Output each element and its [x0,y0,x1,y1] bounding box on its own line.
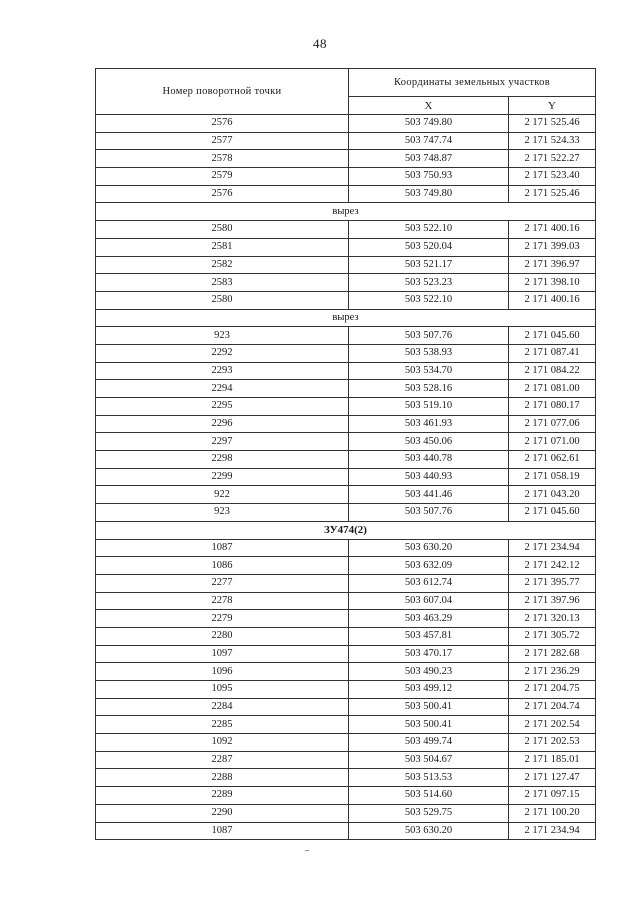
table-row [96,185,596,203]
table-row [96,238,596,256]
y-coordinate-cell: 2 171 234.94 [509,539,596,557]
point-number-cell: 2287 [96,751,349,769]
y-coordinate-cell: 2 171 242.12 [509,557,596,575]
point-number-cell: 2277 [96,574,349,592]
point-number-cell: 1092 [96,734,349,752]
y-coordinate-cell: 2 171 043.20 [509,486,596,504]
point-number-cell: 2292 [96,344,349,362]
table-row [96,486,596,504]
point-number-cell: 1095 [96,681,349,699]
point-number-cell: 2290 [96,804,349,822]
point-number-cell: 1087 [96,822,349,840]
y-coordinate-cell: 2 171 282.68 [509,645,596,663]
y-coordinate-cell: 2 171 396.97 [509,256,596,274]
point-number-cell: 2294 [96,380,349,398]
coordinates-table [95,68,596,840]
table-row [96,115,596,133]
table-row [96,627,596,645]
table-row [96,380,596,398]
x-coordinate-cell: 503 514.60 [349,787,509,805]
table-body [96,115,596,840]
y-coordinate-cell: 2 171 395.77 [509,574,596,592]
x-coordinate-cell: 503 440.93 [349,468,509,486]
x-coordinate-cell: 503 747.74 [349,132,509,150]
table-row [96,433,596,451]
x-coordinate-cell: 503 630.20 [349,539,509,557]
point-number-cell: 2285 [96,716,349,734]
point-number-cell: 2297 [96,433,349,451]
section-label: ЗУ474(2) [96,521,596,539]
y-coordinate-cell: 2 171 525.46 [509,115,596,133]
point-number-cell: 2576 [96,185,349,203]
point-number-cell: 1097 [96,645,349,663]
y-coordinate-cell: 2 171 400.16 [509,221,596,239]
table-row [96,256,596,274]
y-coordinate-cell: 2 171 524.33 [509,132,596,150]
y-coordinate-cell: 2 171 204.75 [509,681,596,699]
table-row [96,362,596,380]
x-coordinate-cell: 503 461.93 [349,415,509,433]
x-coordinate-cell: 503 499.74 [349,734,509,752]
table-row [96,539,596,557]
point-number-cell: 2279 [96,610,349,628]
table-row [96,344,596,362]
x-coordinate-cell: 503 441.46 [349,486,509,504]
x-coordinate-cell: 503 522.10 [349,221,509,239]
x-coordinate-cell: 503 507.76 [349,327,509,345]
point-number-cell: 2293 [96,362,349,380]
section-label: вырез [96,203,596,221]
x-coordinate-cell: 503 521.17 [349,256,509,274]
point-number-cell: 923 [96,327,349,345]
x-coordinate-cell: 503 612.74 [349,574,509,592]
table-row [96,822,596,840]
point-number-cell: 2288 [96,769,349,787]
table-row [96,150,596,168]
y-coordinate-cell: 2 171 522.27 [509,150,596,168]
y-axis-header: Y [509,97,596,115]
y-coordinate-cell: 2 171 087.41 [509,344,596,362]
table-row [96,398,596,416]
table-row [96,663,596,681]
y-coordinate-cell: 2 171 523.40 [509,168,596,186]
section-row [96,309,596,327]
table-row [96,468,596,486]
point-number-cell: 2580 [96,291,349,309]
point-number-cell: 2280 [96,627,349,645]
table-row [96,787,596,805]
y-coordinate-cell: 2 171 320.13 [509,610,596,628]
x-coordinate-cell: 503 513.53 [349,769,509,787]
y-coordinate-cell: 2 171 185.01 [509,751,596,769]
table-row [96,681,596,699]
page-number: 48 [313,36,327,51]
point-number-cell: 2289 [96,787,349,805]
table-row [96,592,596,610]
x-axis-header: X [349,97,509,115]
y-coordinate-cell: 2 171 058.19 [509,468,596,486]
table-row [96,291,596,309]
x-coordinate-cell: 503 457.81 [349,627,509,645]
x-coordinate-cell: 503 748.87 [349,150,509,168]
y-coordinate-cell: 2 171 084.22 [509,362,596,380]
point-number-cell: 2583 [96,274,349,292]
y-coordinate-cell: 2 171 204.74 [509,698,596,716]
point-number-cell: 2296 [96,415,349,433]
x-coordinate-cell: 503 450.06 [349,433,509,451]
table-row [96,769,596,787]
table-row [96,574,596,592]
x-coordinate-cell: 503 630.20 [349,822,509,840]
table-row [96,451,596,469]
x-coordinate-cell: 503 750.93 [349,168,509,186]
y-coordinate-cell: 2 171 077.06 [509,415,596,433]
section-row [96,521,596,539]
y-coordinate-cell: 2 171 397.96 [509,592,596,610]
table-row [96,751,596,769]
point-number-cell: 2581 [96,238,349,256]
point-number-cell: 2576 [96,115,349,133]
table-row [96,645,596,663]
y-coordinate-cell: 2 171 305.72 [509,627,596,645]
point-number-cell: 2579 [96,168,349,186]
x-coordinate-cell: 503 440.78 [349,451,509,469]
x-coordinate-cell: 503 470.17 [349,645,509,663]
x-coordinate-cell: 503 523.23 [349,274,509,292]
point-number-cell: 1087 [96,539,349,557]
table-row [96,557,596,575]
point-number-cell: 2577 [96,132,349,150]
point-number-cell: 2295 [96,398,349,416]
x-coordinate-cell: 503 534.70 [349,362,509,380]
table-row [96,734,596,752]
y-coordinate-cell: 2 171 097.15 [509,787,596,805]
point-number-cell: 2582 [96,256,349,274]
table-row [96,610,596,628]
table-row [96,804,596,822]
y-coordinate-cell: 2 171 080.17 [509,398,596,416]
y-coordinate-cell: 2 171 100.20 [509,804,596,822]
x-coordinate-cell: 503 500.41 [349,698,509,716]
y-coordinate-cell: 2 171 071.00 [509,433,596,451]
point-number-cell: 2284 [96,698,349,716]
y-coordinate-cell: 2 171 045.60 [509,327,596,345]
table-row [96,504,596,522]
point-number-cell: 2580 [96,221,349,239]
point-number-cell: 922 [96,486,349,504]
x-coordinate-cell: 503 504.67 [349,751,509,769]
y-coordinate-cell: 2 171 045.60 [509,504,596,522]
y-coordinate-cell: 2 171 525.46 [509,185,596,203]
x-coordinate-cell: 503 632.09 [349,557,509,575]
table-row [96,415,596,433]
scan-mark [305,850,309,851]
table-row [96,221,596,239]
x-coordinate-cell: 503 500.41 [349,716,509,734]
point-number-cell: 2278 [96,592,349,610]
point-number-cell: 2578 [96,150,349,168]
point-number-cell: 923 [96,504,349,522]
table-row [96,716,596,734]
y-coordinate-cell: 2 171 234.94 [509,822,596,840]
x-coordinate-cell: 503 538.93 [349,344,509,362]
x-coordinate-cell: 503 463.29 [349,610,509,628]
y-coordinate-cell: 2 171 062.61 [509,451,596,469]
x-coordinate-cell: 503 499.12 [349,681,509,699]
y-coordinate-cell: 2 171 202.53 [509,734,596,752]
section-label: вырез [96,309,596,327]
x-coordinate-cell: 503 520.04 [349,238,509,256]
table-row [96,132,596,150]
point-number-cell: 2299 [96,468,349,486]
x-coordinate-cell: 503 607.04 [349,592,509,610]
x-coordinate-cell: 503 507.76 [349,504,509,522]
x-coordinate-cell: 503 528.16 [349,380,509,398]
y-coordinate-cell: 2 171 399.03 [509,238,596,256]
y-coordinate-cell: 2 171 398.10 [509,274,596,292]
x-coordinate-cell: 503 519.10 [349,398,509,416]
y-coordinate-cell: 2 171 127.47 [509,769,596,787]
point-number-cell: 1096 [96,663,349,681]
point-number-cell: 1086 [96,557,349,575]
table-row [96,274,596,292]
y-coordinate-cell: 2 171 236.29 [509,663,596,681]
point-number-cell: 2298 [96,451,349,469]
x-coordinate-cell: 503 749.80 [349,185,509,203]
x-coordinate-cell: 503 749.80 [349,115,509,133]
land-coordinates-header: Координаты земельных участков [349,69,596,97]
x-coordinate-cell: 503 522.10 [349,291,509,309]
y-coordinate-cell: 2 171 202.54 [509,716,596,734]
table-row [96,327,596,345]
section-row [96,203,596,221]
turning-point-number-header: Номер поворотной точки [96,69,349,115]
y-coordinate-cell: 2 171 400.16 [509,291,596,309]
x-coordinate-cell: 503 490.23 [349,663,509,681]
x-coordinate-cell: 503 529.75 [349,804,509,822]
table-row [96,168,596,186]
table-row [96,698,596,716]
y-coordinate-cell: 2 171 081.00 [509,380,596,398]
